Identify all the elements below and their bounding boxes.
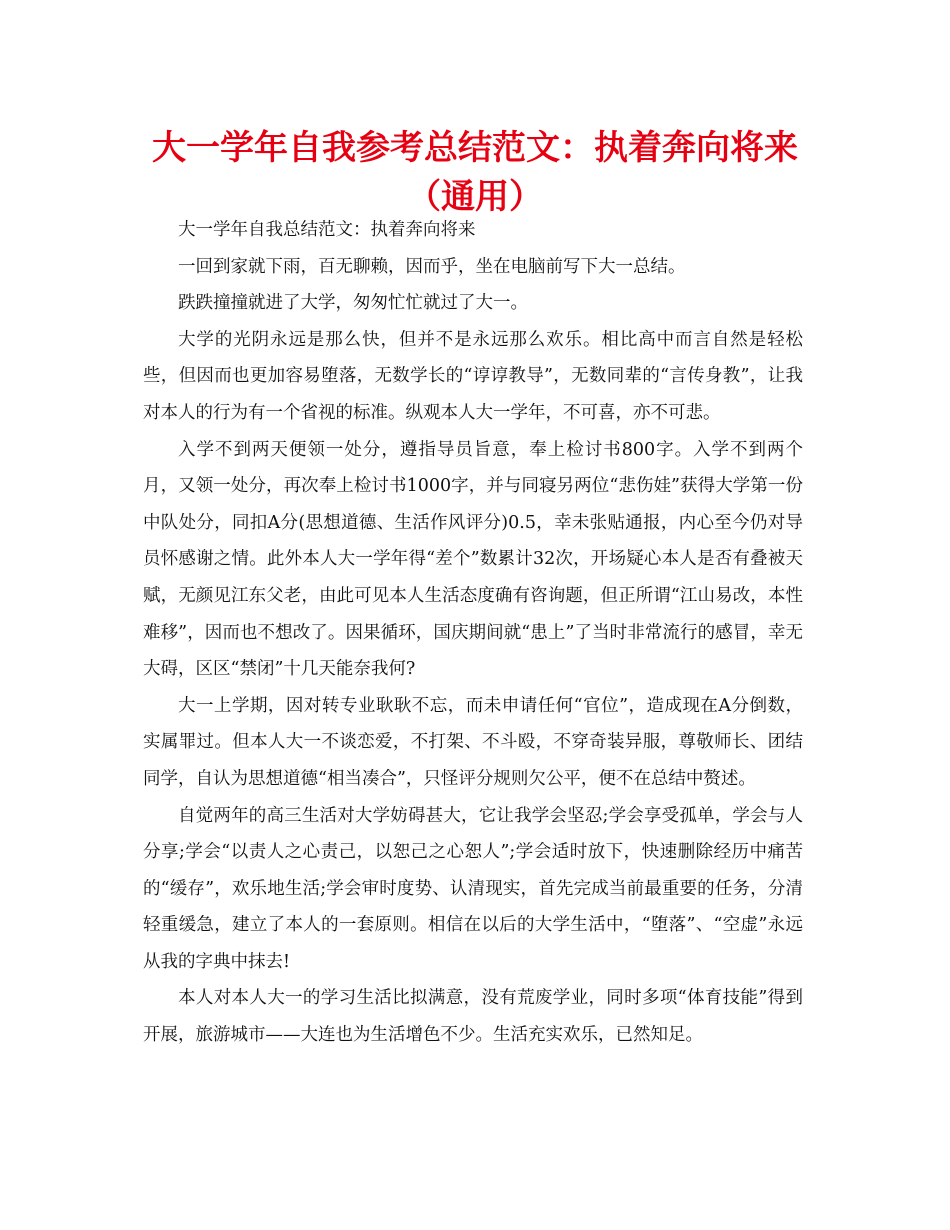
paragraph: 本人对本人大一的学习生活比拟满意，没有荒废学业，同时多项“体育技能”得到开展，旅游城市——大连也为生活增色不少。生活充实欢乐，已然知足。 xyxy=(143,988,803,1046)
paragraph: 一回到家就下雨，百无聊赖，因而乎，坐在电脑前写下大一总结。 xyxy=(178,256,686,277)
document-title: 大一学年自我参考总结范文：执着奔向将来（通用） xyxy=(152,128,798,217)
paragraph: 大学的光阴永远是那么快，但并不是永远那么欢乐。相比高中而言自然是轻松些，但因而也更加容易堕落，无数学长的“谆谆教导”，无数同辈的“言传身教”，让我对本人的行为有一个省视的标准。纵观本人大一学年，不可喜，亦不可悲。 xyxy=(143,329,803,423)
paragraph: 大一上学期，因对转专业耿耿不忘，而未申请任何“官位”，造成现在A分倒数，实属罪过。但本人大一不谈恋爱，不打架、不斗殴，不穿奇装异服，尊敬师长、团结同学，自认为思想道德“相当凑合”，只怪评分规则欠公平，便不在总结中赘述。 xyxy=(143,695,803,789)
paragraph: 入学不到两天便领一处分，遵指导员旨意，奉上检讨书800字。入学不到两个月，又领一处分，再次奉上检讨书1000字，并与同寝另两位“悲伤娃”获得大学第一份中队处分，同扣A分(思想道德、生活作风评分)0.5，幸未张贴通报，内心至今仍对导员怀感谢之情。此外本人大一学年得“差个”数累计32次，开场疑心本人是否有叠被天赋，无颜见江东父老，由此可见本人生活态度确有咨询题，但正所谓“江山易改，本性难移”，因而也不想改了。因果循环，国庆期间就“患上”了当时非常流行的感冒，幸无大碍，区区“禁闭”十几天能奈我何? xyxy=(143,439,803,680)
paragraph-subtitle: 大一学年自我总结范文：执着奔向将来 xyxy=(178,220,476,240)
paragraph: 跌跌撞撞就进了大学，匆匆忙忙就过了大一。 xyxy=(178,293,528,314)
paragraph: 自觉两年的高三生活对大学妨碍甚大，它让我学会坚忍;学会享受孤单，学会与人分享;学会“以责人之心责己，以恕己之心恕人”;学会适时放下，快速删除经历中痛苦的“缓存”，欢乐地生活;学会审时度势、认清现实，首先完成当前最重要的任务，分清轻重缓急，建立了本人的一套原则。相信在以后的大学生活中，“堕落”、“空虚”永远从我的字典中抹去! xyxy=(143,805,803,972)
document-body xyxy=(143,212,803,1054)
